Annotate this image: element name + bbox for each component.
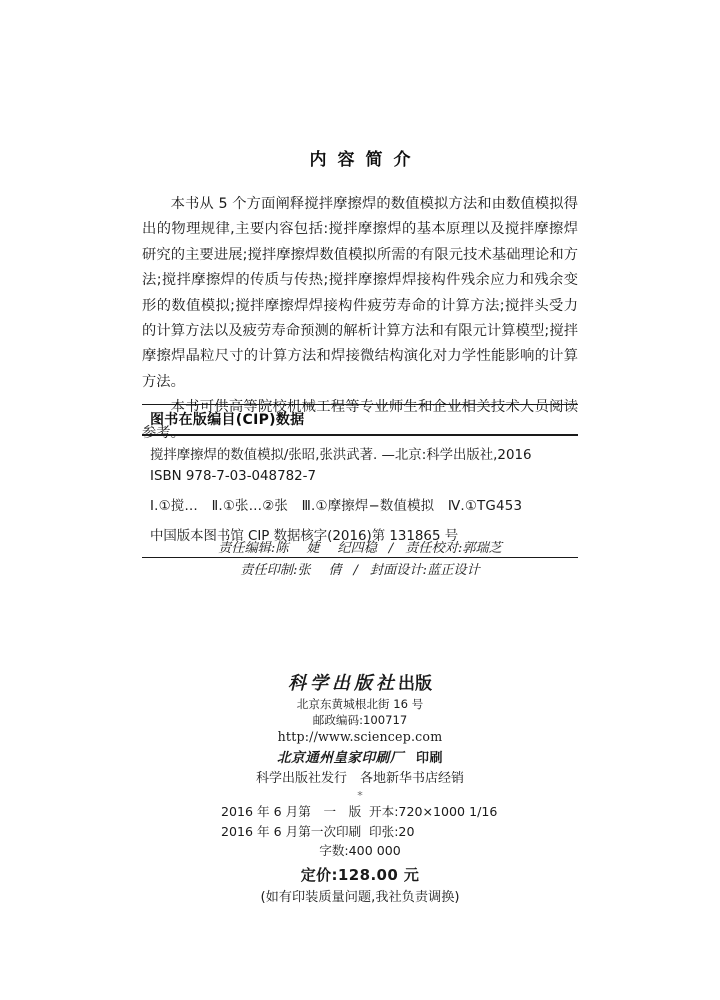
- printer-name: 北京通州皇家印刷厂: [276, 750, 404, 766]
- responsible-editor-name-2: 纪四稳: [337, 541, 377, 556]
- print-sheets: 印张:20: [369, 823, 415, 839]
- cover-designer-name: 蓝正设计: [427, 563, 480, 578]
- book-format: 开本:720×1000 1/16: [369, 804, 498, 819]
- responsible-editor-label: 责任编辑:: [218, 541, 276, 556]
- summary-section: [142, 145, 578, 446]
- printer-line: [142, 748, 578, 769]
- cip-spacer: [150, 487, 578, 496]
- cip-title-statement: 搅拌摩擦焊的数值模拟/张昭,张洪武著. —北京:科学出版社,2016: [150, 448, 532, 463]
- summary-paragraph-2: 本书可供高等院校机械工程等专业师生和企业相关技术人员阅读参考。: [142, 399, 578, 441]
- print-run-date: 2016 年 6 月第一次印刷: [221, 823, 362, 839]
- proofreader-name: 郭瑞芝: [462, 541, 502, 556]
- printer-suffix: 印刷: [416, 751, 444, 766]
- cip-spacer-2: [150, 517, 578, 526]
- cip-registry-number: 中国版本图书馆 CIP 数据核字(2016)第 131865 号: [150, 529, 459, 544]
- credits-separator-1: /: [388, 541, 394, 556]
- credits-production-line: [142, 560, 578, 582]
- page-title: 内容简介: [309, 150, 422, 170]
- quality-exchange-note: (如有印装质量问题,我社负责调换): [260, 889, 460, 905]
- production-editor-label: 责任印制:: [240, 563, 298, 578]
- asterisk-separator: *: [357, 789, 363, 802]
- publisher-publish-suffix: 出版: [398, 674, 432, 694]
- cip-block: [142, 404, 578, 558]
- production-editor-name-b: 倩: [328, 563, 342, 578]
- proofreader-label: 责任校对:: [405, 541, 463, 556]
- edition-date: 2016 年 6 月第 一 版: [221, 804, 362, 819]
- publisher-logo: [142, 672, 578, 696]
- production-editor-name: 张: [297, 563, 311, 578]
- publisher-postcode: 邮政编码:100717: [312, 713, 408, 727]
- responsible-editor-name-1b: 婕: [306, 541, 320, 556]
- publisher-address: 北京东黄城根北街 16 号: [296, 697, 424, 711]
- distribution-line: 科学出版社发行 各地新华书店经销: [255, 771, 464, 786]
- cip-isbn: ISBN 978-7-03-048782-7: [150, 469, 316, 484]
- publisher-website-url[interactable]: http://www.sciencep.com: [277, 729, 443, 744]
- word-count: 字数:400 000: [319, 843, 401, 858]
- price: 定价:128.00 元: [300, 865, 420, 884]
- colophon: [142, 672, 578, 908]
- summary-paragraph-1: 本书从 5 个方面阐释搅拌摩擦焊的数值模拟方法和由数值模拟得出的物理规律,主要内容包括:搅拌摩擦焊的基本原理以及搅拌摩擦焊研究的主要进展;搅拌摩擦焊数值模拟所需的有限元技术基础理论和方法;搅拌摩擦焊的传质与传热;搅拌摩擦焊焊接构件残余应力和残余变形的数值模拟;搅拌摩擦焊焊接构件疲劳寿命的计算方法;搅拌头受力的计算方法以及疲劳寿命预测的解析计算方法和有限元计算模型;搅拌摩擦焊晶粒尺寸的计算方法和焊接微结构演化对力学性能影响的计算方法。: [142, 196, 578, 390]
- credits-separator-2: /: [353, 563, 358, 578]
- cip-classification: Ⅰ.①搅… Ⅱ.①张…②张 Ⅲ.①摩擦焊−数值模拟 Ⅳ.①TG453: [150, 499, 523, 514]
- credits-editorial-line: [142, 538, 578, 560]
- cover-designer-label: 封面设计:: [369, 563, 428, 578]
- cip-body: [142, 436, 578, 547]
- edition-row: [142, 802, 578, 822]
- responsible-editor-name-1: 陈: [275, 541, 289, 556]
- printing-row: [142, 822, 578, 842]
- cip-title: 图书在版编目(CIP)数据: [150, 412, 305, 428]
- publisher-name: 科学出版社: [288, 673, 398, 694]
- staff-credits: [142, 538, 578, 582]
